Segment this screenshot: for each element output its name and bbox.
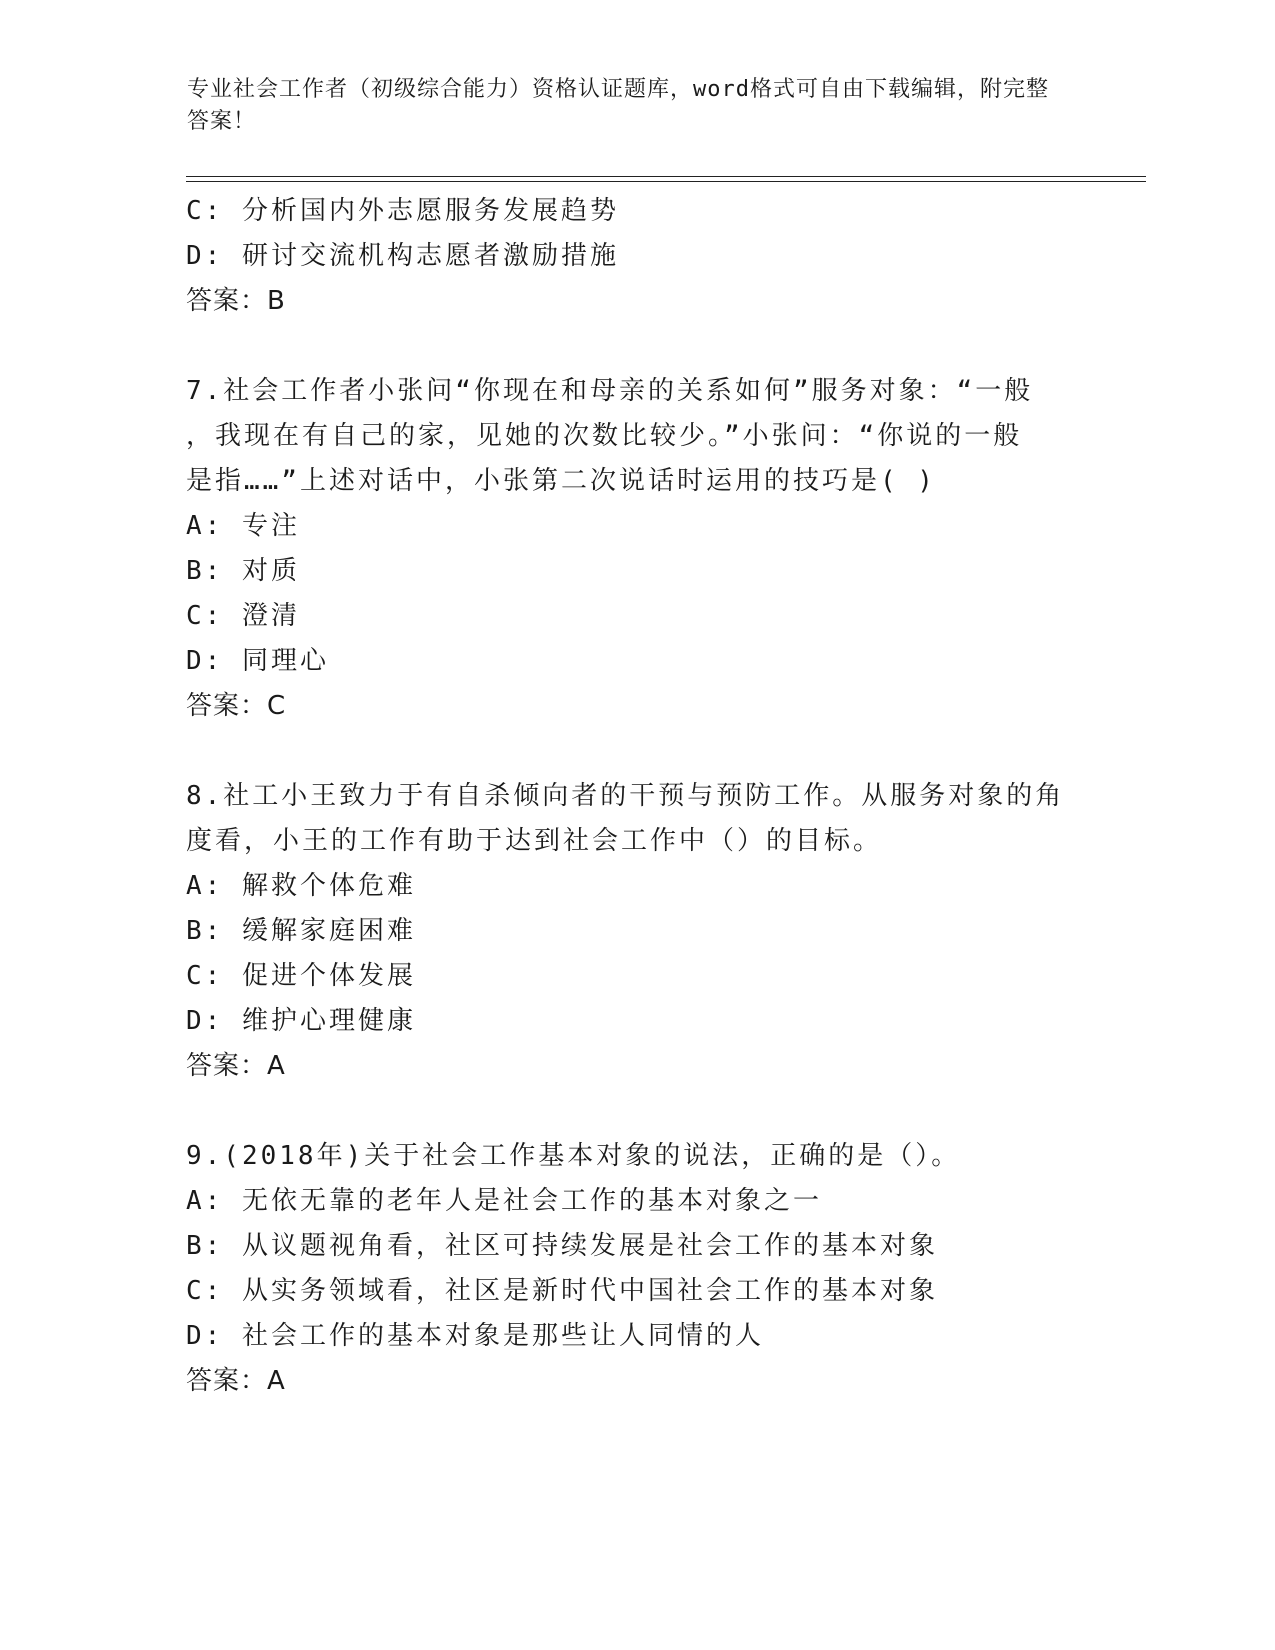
question-6-tail [186, 189, 1066, 324]
option-c: C: 分析国内外志愿服务发展趋势 [186, 196, 619, 226]
option-a: A: 解救个体危难 [186, 871, 416, 901]
option-c: C: 促进个体发展 [186, 961, 416, 991]
question-text-line: 8.社工小王致力于有自杀倾向者的干预与预防工作。从服务对象的角 [186, 781, 1065, 811]
question-8 [186, 774, 1066, 1089]
option-c: C: 澄清 [186, 601, 300, 631]
question-text-line: ，我现在有自己的家，见她的次数比较少。”小张问：“你说的一般 [186, 421, 1023, 451]
question-text-line: 是指……”上述对话中，小张第二次说话时运用的技巧是( ) [186, 466, 936, 496]
header-divider-top [186, 176, 1146, 177]
page-header: 专业社会工作者（初级综合能力）资格认证题库，word格式可自由下载编辑，附完整答案！ [187, 77, 1049, 134]
option-b: B: 对质 [186, 556, 300, 586]
option-d: D: 社会工作的基本对象是那些让人同情的人 [186, 1321, 764, 1351]
question-7 [186, 369, 1066, 729]
answer-label: 答案：C [186, 691, 287, 721]
header-divider-bottom [186, 181, 1146, 182]
spacer [186, 324, 1066, 369]
option-c: C: 从实务领域看，社区是新时代中国社会工作的基本对象 [186, 1276, 938, 1306]
question-text-line: 度看，小王的工作有助于达到社会工作中（）的目标。 [186, 826, 883, 856]
answer-label: 答案：A [186, 1366, 286, 1396]
question-9 [186, 1134, 1066, 1404]
question-text-line: 7.社会工作者小张问“你现在和母亲的关系如何”服务对象：“一般 [186, 376, 1034, 406]
question-text-line: 9.(2018年)关于社会工作基本对象的说法，正确的是（）。 [186, 1141, 961, 1171]
spacer [186, 729, 1066, 774]
option-b: B: 缓解家庭困难 [186, 916, 416, 946]
spacer [186, 1089, 1066, 1134]
question-list [186, 189, 1066, 1404]
option-d: D: 维护心理健康 [186, 1006, 416, 1036]
option-d: D: 研讨交流机构志愿者激励措施 [186, 241, 619, 271]
option-a: A: 无依无靠的老年人是社会工作的基本对象之一 [186, 1186, 822, 1216]
option-b: B: 从议题视角看，社区可持续发展是社会工作的基本对象 [186, 1231, 938, 1261]
option-a: A: 专注 [186, 511, 300, 541]
answer-label: 答案：A [186, 1051, 286, 1081]
option-d: D: 同理心 [186, 646, 329, 676]
answer-label: 答案：B [186, 286, 286, 316]
